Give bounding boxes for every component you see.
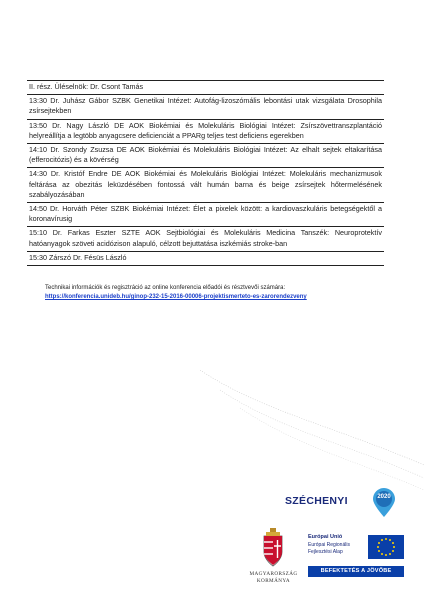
eu-fund-line1: Európai Regionális: [308, 542, 350, 548]
registration-info: [45, 284, 385, 302]
program-row: [27, 203, 384, 227]
szechenyi-text: SZÉCHENYI: [285, 495, 348, 507]
registration-link[interactable]: https://konferencia.unideb.hu/ginop-232-15-2016-00006-projektismerteto-es-zarorendezveny: [45, 294, 307, 300]
program-row-text: 14:50 Dr. Horváth Péter SZBK Biokémiai Intézet: Élet a pixelek között: a kardiovaszkuláris betegségektől a koronavírusig: [29, 204, 382, 224]
program-row-text: 14:30 Dr. Kristóf Endre DE AOK Biokémiai és Molekuláris Biológiai Intézet: Molekuláris mechanizmusok feltárása az obezitás leküzdésében fontossá vált humán barna és beige zsírsejtek hőtermelésének szabályozásában: [29, 169, 382, 199]
government-name-line2: KORMÁNYA: [256, 578, 291, 584]
program-row: [27, 168, 384, 203]
program-row-text: 15:30 Zárszó Dr. Fésüs László: [29, 252, 127, 262]
program-row-text: 15:10 Dr. Farkas Eszter SZTE AOK Sejtbiológiai és Molekuláris Medicina Tanszék: Neuroprotektív hatóanyagok szöveti acidózison alapuló, célzott bejuttatása iszkémiás stroke-ban: [29, 228, 382, 248]
program-row-closing: [27, 252, 384, 266]
eu-slogan-bar: BEFEKTETÉS A JÖVŐBE: [308, 566, 404, 577]
location-pin-icon: [371, 488, 397, 518]
program-row-text: 14:10 Dr. Szondy Zsuzsa DE AOK Biokémiai és Molekuláris Biológiai Intézet: Az elhalt sejtek eltakarítása (efferocitózis) és a kövérség: [29, 145, 382, 165]
program-row-text: 13:30 Dr. Juhász Gábor SZBK Genetikai Intézet: Autofág-lizoszómális lebontási utak vizsgálata Drosophila zsírsejtekben: [29, 96, 382, 116]
hungarian-government-logo: [246, 528, 301, 593]
program-row-text: II. rész. Üléselnök: Dr. Csont Tamás: [29, 82, 144, 91]
program-row: [27, 95, 384, 119]
coat-of-arms-icon: [260, 528, 286, 568]
eu-fund-logo: [306, 532, 406, 592]
eu-name: Európai Unió: [308, 534, 343, 540]
program-row-text: 13:50 Dr. Nagy László DE AOK Biokémiai és Molekuláris Biológiai Intézet: Zsírszövettranszplantáció helyreállítja a legtöbb anyagcsere deficienciát a PPARg teljes test deficiens egerekben: [29, 120, 382, 140]
eu-fund-line2: Fejlesztési Alap: [308, 549, 343, 555]
szechenyi-2020-logo: [285, 482, 405, 522]
program-row-header: [27, 80, 384, 95]
eu-flag-icon: [368, 535, 404, 559]
program-row: [27, 227, 384, 251]
program-row: [27, 144, 384, 168]
government-name-line1: MAGYARORSZÁG: [249, 571, 298, 577]
program-table: [27, 80, 384, 266]
registration-info-text: Technikai információk és regisztráció az online konferencia előadói és résztvevői számára:: [45, 285, 286, 291]
program-row: [27, 120, 384, 144]
szechenyi-year: 2020: [377, 494, 391, 500]
